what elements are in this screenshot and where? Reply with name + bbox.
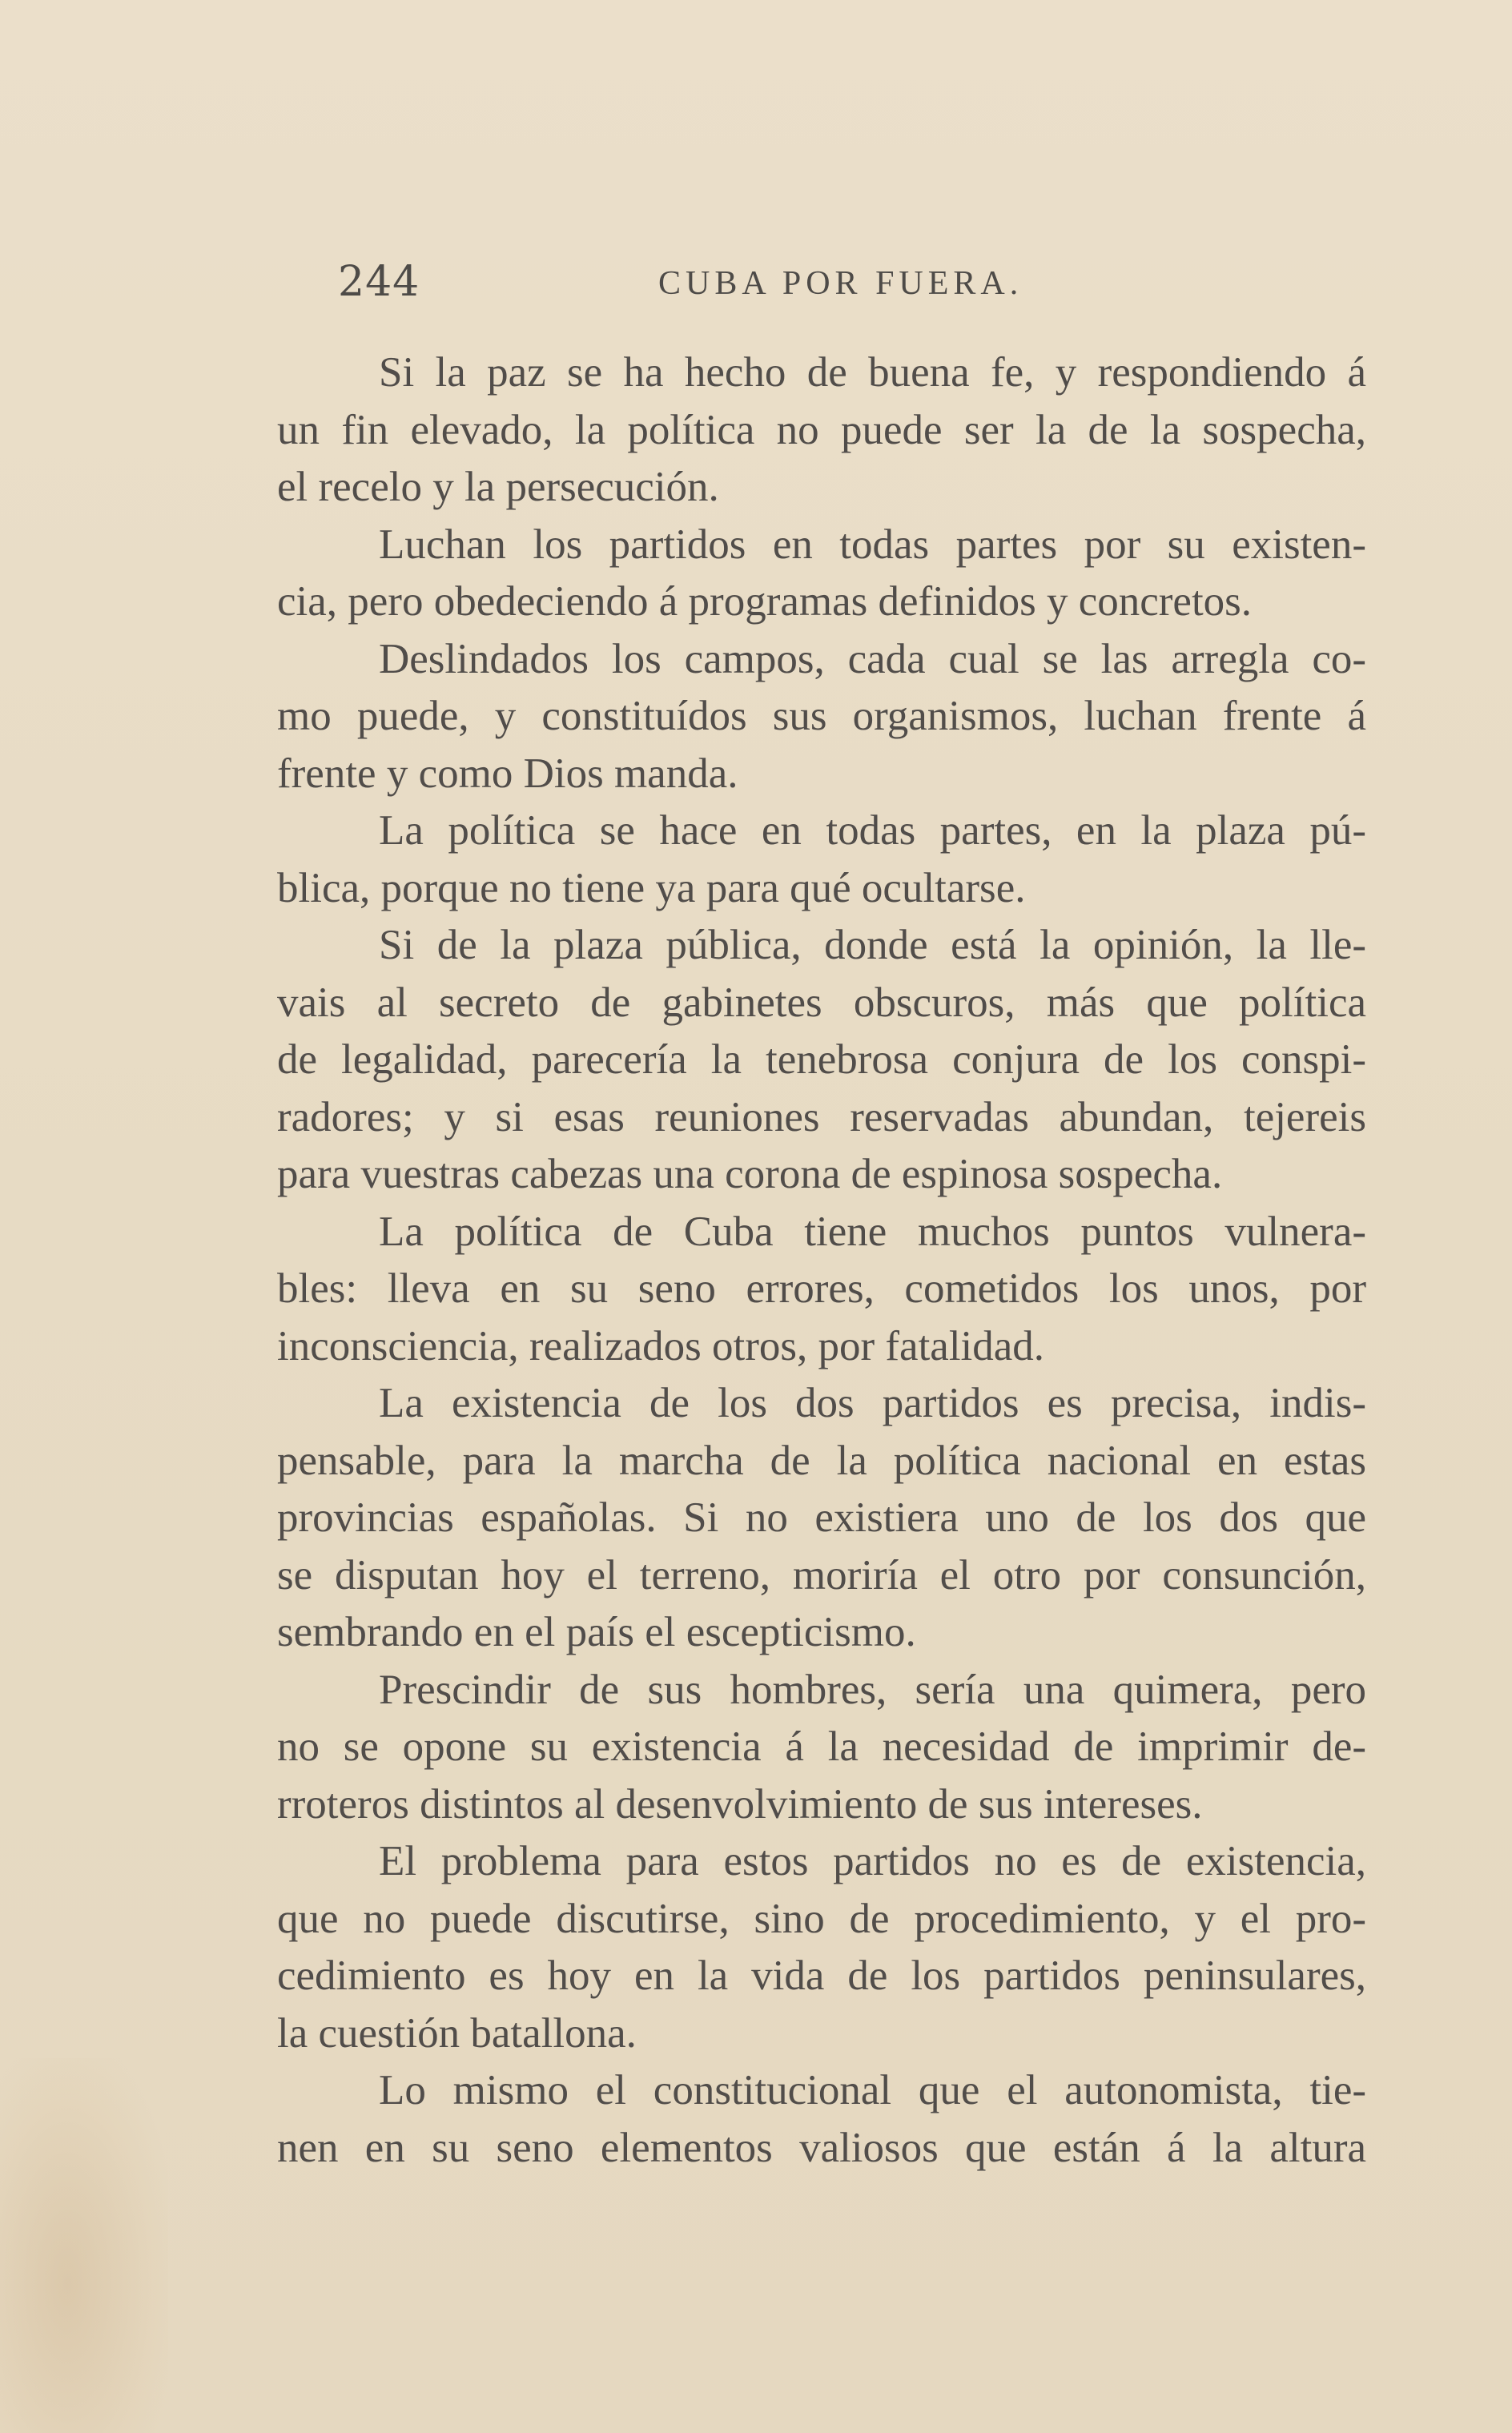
text-line: un fin elevado, la política no puede ser la de la sospecha, [277,406,1366,453]
text-line: blica, porque no tiene ya para qué ocultarse. [277,864,1026,911]
text-line: sembrando en el país el escepticismo. [277,1609,916,1655]
text-line: radores; y si esas reuniones reservadas abundan, tejereis [277,1093,1366,1140]
text-line: el recelo y la persecución. [277,464,719,510]
page-number: 244 [338,258,420,306]
text-line: La política de Cuba tiene muchos puntos vulnera- [379,1208,1366,1255]
text-line: nen en su seno elementos valiosos que están á la altura [277,2124,1366,2171]
text-line: Luchan los partidos en todas partes por su existen- [379,521,1366,568]
text-line: Lo mismo el constitucional que el autonomista, tie- [379,2067,1366,2113]
running-title: CUBA POR FUERA. [658,265,1023,302]
text-line: bles: lleva en su seno errores, cometidos los unos, por [277,1265,1366,1312]
text-line: La existencia de los dos partidos es precisa, indis- [379,1380,1366,1426]
text-line: cia, pero obedeciendo á programas definidos y concretos. [277,578,1253,625]
text-line: mo puede, y constituídos sus organismos, luchan frente á [277,693,1366,739]
text-line: no se opone su existencia á la necesidad de imprimir de- [277,1723,1366,1770]
text-line: pensable, para la marcha de la política nacional en estas [277,1437,1366,1484]
text-line: para vuestras cabezas una corona de espinosa sospecha. [277,1151,1223,1197]
text-line: se disputan hoy el terreno, moriría el otro por consunción, [277,1551,1366,1599]
text-line: inconsciencia, realizados otros, por fatalidad. [277,1322,1045,1369]
paper-stain [0,2058,168,2433]
text-line: vais al secreto de gabinetes obscuros, más que política [277,979,1366,1026]
text-line: provincias españolas. Si no existiera uno de los dos que [277,1494,1366,1541]
body-text [277,344,1366,2177]
text-line: frente y como Dios manda. [277,750,738,797]
text-line: cedimiento es hoy en la vida de los partidos peninsulares, [277,1952,1366,1999]
text-line: que no puede discutirse, sino de procedimiento, y el pro- [277,1895,1366,1942]
text-line: La política se hace en todas partes, en la plaza pú- [379,807,1366,854]
text-line: Si la paz se ha hecho de buena fe, y respondiendo á [379,349,1366,396]
text-line: de legalidad, parecería la tenebrosa conjura de los conspi- [277,1036,1366,1083]
text-line: la cuestión batallona. [277,2009,637,2057]
text-line: Prescindir de sus hombres, sería una quimera, pero [379,1666,1366,1713]
text-line: El problema para estos partidos no es de existencia, [379,1838,1366,1884]
page-header [338,258,1363,314]
text-line: Si de la plaza pública, donde está la opinión, la lle- [379,922,1366,968]
text-line: Deslindados los campos, cada cual se las arregla co- [379,635,1366,682]
text-line: rroteros distintos al desenvolvimiento de sus intereses. [277,1780,1203,1828]
